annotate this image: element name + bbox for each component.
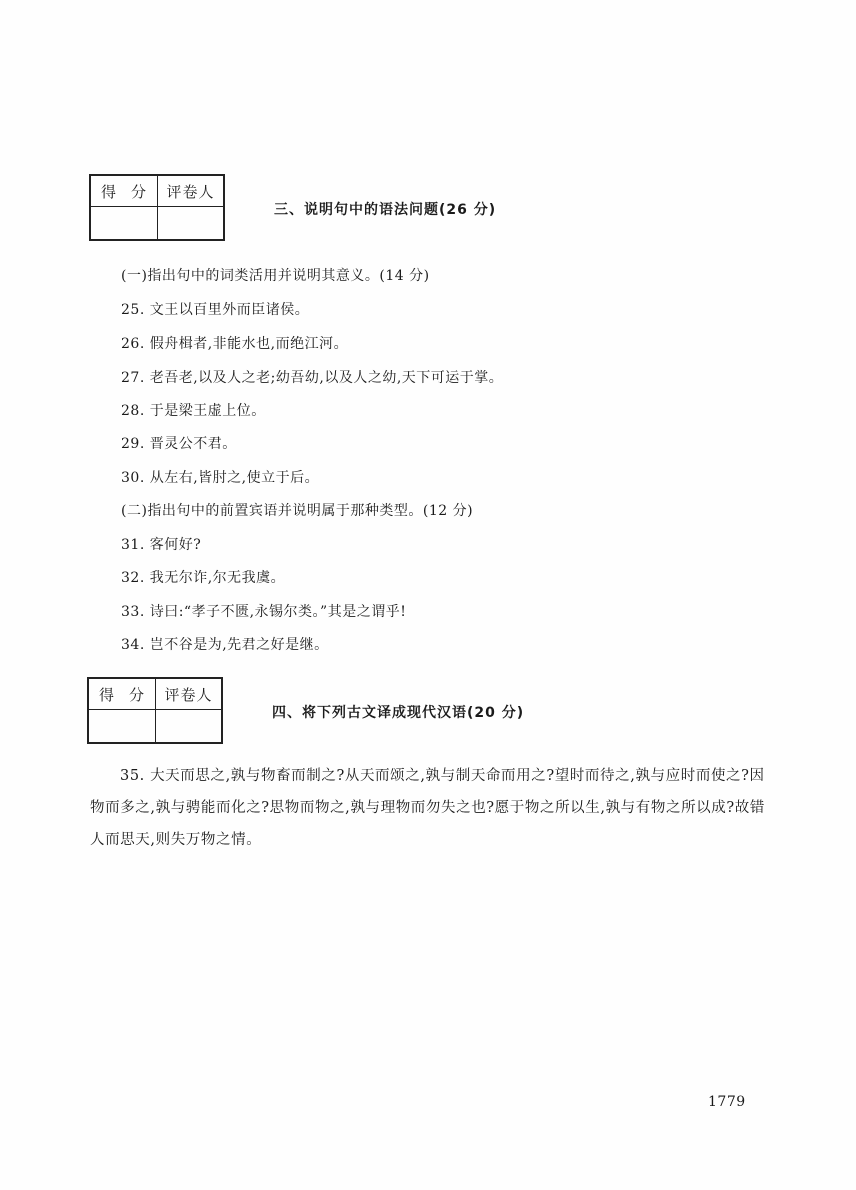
question-item	[121, 567, 285, 587]
grader-label-cell: 评卷人	[158, 175, 225, 207]
grader-entry-cell[interactable]	[158, 207, 225, 241]
part-1-heading: (一)指出句中的词类活用并说明其意义。(14 分)	[121, 268, 430, 284]
grader-label-cell: 评卷人	[156, 678, 223, 710]
question-item	[121, 333, 348, 353]
question-number: 32.	[121, 570, 145, 586]
question-item	[121, 601, 406, 621]
question-item	[121, 634, 329, 654]
score-entry-cell[interactable]	[90, 207, 158, 241]
question-text: 假舟楫者,非能水也,而绝江河。	[149, 336, 349, 352]
section-4-title: 四、将下列古文译成现代汉语(20 分)	[272, 705, 525, 721]
question-number: 30.	[121, 470, 145, 486]
question-number: 26.	[121, 336, 145, 352]
question-item	[121, 433, 237, 453]
question-text: 我无尔诈,尔无我虞。	[149, 570, 286, 586]
question-number: 29.	[121, 436, 145, 452]
question-number: 27.	[121, 370, 145, 386]
question-number: 34.	[121, 637, 145, 653]
question-text: 诗曰:“孝子不匮,永锡尔类。”其是之谓乎!	[149, 604, 407, 620]
score-box-section-4	[87, 677, 223, 744]
question-text: 从左右,皆肘之,使立于后。	[149, 470, 320, 486]
question-text: 晋灵公不君。	[149, 436, 237, 452]
question-number: 28.	[121, 403, 145, 419]
score-label-cell: 得 分	[90, 175, 158, 207]
question-text: 客何好?	[149, 537, 202, 553]
question-text: 于是梁王虚上位。	[149, 403, 266, 419]
score-entry-cell[interactable]	[88, 710, 156, 744]
page-number: 1779	[708, 1094, 746, 1110]
section-3-title: 三、说明句中的语法问题(26 分)	[274, 202, 497, 218]
question-item	[121, 367, 503, 387]
question-text: 岂不谷是为,先君之好是继。	[149, 637, 329, 653]
question-text: 文王以百里外而臣诸侯。	[149, 302, 310, 318]
question-item	[121, 534, 201, 554]
question-item	[121, 467, 319, 487]
score-label-cell: 得 分	[88, 678, 156, 710]
question-item	[121, 299, 309, 319]
question-number: 25.	[121, 302, 145, 318]
translation-question: 35. 大天而思之,孰与物畜而制之?从天而颂之,孰与制天命而用之?望时而待之,孰与应时而使之?因物而多之,孰与骋能而化之?思物而物之,孰与理物而勿失之也?愿于物之所以生,孰与有物之所以成?故错人而思天,则失万物之情。	[90, 768, 765, 848]
question-item	[121, 400, 266, 420]
grader-entry-cell[interactable]	[156, 710, 223, 744]
question-text: 老吾老,以及人之老;幼吾幼,以及人之幼,天下可运于掌。	[149, 370, 504, 386]
question-number: 31.	[121, 537, 145, 553]
part-2-heading: (二)指出句中的前置宾语并说明属于那种类型。(12 分)	[121, 503, 474, 519]
question-number: 33.	[121, 604, 145, 620]
score-box-section-3	[89, 174, 225, 241]
